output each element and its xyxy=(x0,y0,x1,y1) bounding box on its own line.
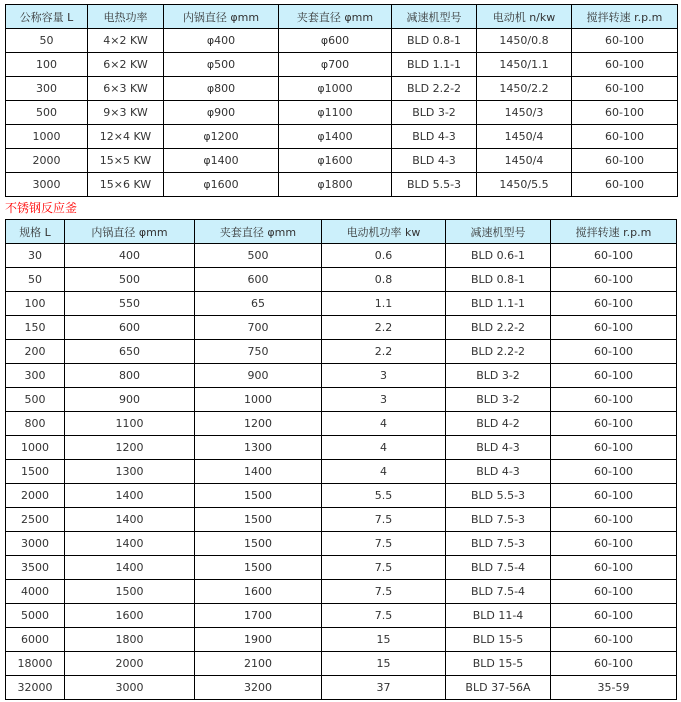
table-cell: 1900 xyxy=(195,628,322,652)
table-cell: 1400 xyxy=(65,484,195,508)
table-cell: 2000 xyxy=(6,149,88,173)
table-cell: 1200 xyxy=(195,412,322,436)
table-cell: BLD 4-2 xyxy=(446,412,551,436)
table-cell: 37 xyxy=(322,676,446,700)
table-cell: 60-100 xyxy=(551,340,677,364)
table-cell: BLD 1.1-1 xyxy=(392,53,477,77)
column-header: 搅拌转速 r.p.m xyxy=(551,220,677,244)
table-cell: 500 xyxy=(65,268,195,292)
table-cell: 1450/0.8 xyxy=(477,29,572,53)
table-cell: BLD 4-3 xyxy=(392,125,477,149)
table-cell: 1000 xyxy=(6,436,65,460)
table-cell: 3000 xyxy=(6,173,88,197)
table-cell: BLD 5.5-3 xyxy=(446,484,551,508)
table-cell: 32000 xyxy=(6,676,65,700)
column-header: 减速机型号 xyxy=(392,5,477,29)
table-cell: 60-100 xyxy=(551,364,677,388)
table-cell: 2000 xyxy=(65,652,195,676)
table-cell: 2.2 xyxy=(322,316,446,340)
table-cell: 1300 xyxy=(195,436,322,460)
table-cell: 1500 xyxy=(195,484,322,508)
column-header: 规格 L xyxy=(6,220,65,244)
table-cell: 1450/2.2 xyxy=(477,77,572,101)
table-cell: 1500 xyxy=(195,532,322,556)
reactor-spec-table xyxy=(5,219,677,700)
table-cell: 1500 xyxy=(6,460,65,484)
table-cell: φ600 xyxy=(279,29,392,53)
table-cell: 12×4 KW xyxy=(88,125,164,149)
table-cell: 4 xyxy=(322,460,446,484)
table-row xyxy=(6,101,678,125)
table-cell: BLD 7.5-3 xyxy=(446,532,551,556)
table-cell: 100 xyxy=(6,53,88,77)
table-cell: φ1800 xyxy=(279,173,392,197)
table-cell: 15×5 KW xyxy=(88,149,164,173)
table-cell: 50 xyxy=(6,29,88,53)
table-cell: 800 xyxy=(65,364,195,388)
section-caption: 不锈钢反应釜 xyxy=(5,201,78,215)
table-cell: 60-100 xyxy=(551,268,677,292)
header-row xyxy=(6,5,678,29)
table-cell: 60-100 xyxy=(551,484,677,508)
table-cell: 500 xyxy=(6,101,88,125)
table-cell: 1450/1.1 xyxy=(477,53,572,77)
table-cell: 35-59 xyxy=(551,676,677,700)
table-cell: 5000 xyxy=(6,604,65,628)
table-cell: 900 xyxy=(65,388,195,412)
table-cell: φ1100 xyxy=(279,101,392,125)
table-cell: 300 xyxy=(6,364,65,388)
table-cell: 7.5 xyxy=(322,556,446,580)
table-cell: 2100 xyxy=(195,652,322,676)
table-cell: 100 xyxy=(6,292,65,316)
table-cell: 60-100 xyxy=(572,53,678,77)
table-cell: 60-100 xyxy=(551,556,677,580)
column-header: 减速机型号 xyxy=(446,220,551,244)
table-row xyxy=(6,556,677,580)
table-cell: 600 xyxy=(65,316,195,340)
table-cell: 0.8 xyxy=(322,268,446,292)
table-cell: 2500 xyxy=(6,508,65,532)
table-cell: 150 xyxy=(6,316,65,340)
table-cell: BLD 11-4 xyxy=(446,604,551,628)
table-cell: 60-100 xyxy=(551,292,677,316)
table-cell: 60-100 xyxy=(572,29,678,53)
table-cell: 15×6 KW xyxy=(88,173,164,197)
table-row xyxy=(6,532,677,556)
table-cell: BLD 4-3 xyxy=(446,436,551,460)
table-cell: BLD 0.6-1 xyxy=(446,244,551,268)
table-row xyxy=(6,125,678,149)
table-cell: BLD 15-5 xyxy=(446,628,551,652)
table-cell: 3000 xyxy=(6,532,65,556)
table-cell: BLD 4-3 xyxy=(446,460,551,484)
table-cell: φ900 xyxy=(164,101,279,125)
table-cell: 800 xyxy=(6,412,65,436)
table-row xyxy=(6,388,677,412)
table-cell: 60-100 xyxy=(572,173,678,197)
table-cell: 200 xyxy=(6,340,65,364)
table-cell: 60-100 xyxy=(551,412,677,436)
table-row xyxy=(6,340,677,364)
table-cell: 1200 xyxy=(65,436,195,460)
table-cell: φ1000 xyxy=(279,77,392,101)
column-header: 公称容量 L xyxy=(6,5,88,29)
table-cell: 60-100 xyxy=(572,101,678,125)
table-cell: 60-100 xyxy=(551,532,677,556)
table-cell: 1000 xyxy=(195,388,322,412)
table-cell: 1450/4 xyxy=(477,125,572,149)
table-row xyxy=(6,604,677,628)
table-cell: 4000 xyxy=(6,580,65,604)
table-cell: BLD 2.2-2 xyxy=(392,77,477,101)
table-cell: φ500 xyxy=(164,53,279,77)
table-cell: 4×2 KW xyxy=(88,29,164,53)
table-cell: φ700 xyxy=(279,53,392,77)
table-cell: 7.5 xyxy=(322,604,446,628)
table-cell: 7.5 xyxy=(322,580,446,604)
table-cell: 5.5 xyxy=(322,484,446,508)
table-cell: BLD 7.5-3 xyxy=(446,508,551,532)
table-cell: 60-100 xyxy=(551,436,677,460)
table-cell: 60-100 xyxy=(551,508,677,532)
table-row xyxy=(6,508,677,532)
table-cell: 1300 xyxy=(65,460,195,484)
table-cell: 1400 xyxy=(65,508,195,532)
table-row xyxy=(6,316,677,340)
table-cell: 0.6 xyxy=(322,244,446,268)
table-cell: 60-100 xyxy=(551,244,677,268)
table-cell: 60-100 xyxy=(551,316,677,340)
table-row xyxy=(6,364,677,388)
table-cell: 650 xyxy=(65,340,195,364)
table-row xyxy=(6,628,677,652)
column-header: 电动机功率 kw xyxy=(322,220,446,244)
table-cell: 1450/3 xyxy=(477,101,572,125)
table-cell: 15 xyxy=(322,652,446,676)
table-cell: BLD 0.8-1 xyxy=(446,268,551,292)
table-cell: BLD 2.2-2 xyxy=(446,340,551,364)
table-cell: 500 xyxy=(195,244,322,268)
table-cell: 7.5 xyxy=(322,532,446,556)
table-cell: 3 xyxy=(322,388,446,412)
table-row xyxy=(6,676,677,700)
table-cell: 600 xyxy=(195,268,322,292)
table-row xyxy=(6,460,677,484)
table-cell: 18000 xyxy=(6,652,65,676)
table-cell: φ400 xyxy=(164,29,279,53)
table-cell: 4 xyxy=(322,436,446,460)
heater-spec-table xyxy=(5,4,678,197)
table-cell: BLD 4-3 xyxy=(392,149,477,173)
table-cell: 750 xyxy=(195,340,322,364)
table-row xyxy=(6,244,677,268)
table-cell: 15 xyxy=(322,628,446,652)
table-cell: 4 xyxy=(322,412,446,436)
column-header: 电热功率 xyxy=(88,5,164,29)
table-cell: 1500 xyxy=(65,580,195,604)
table-cell: 1700 xyxy=(195,604,322,628)
table-cell: 3 xyxy=(322,364,446,388)
table-cell: 1000 xyxy=(6,125,88,149)
table-cell: 900 xyxy=(195,364,322,388)
table-cell: φ1200 xyxy=(164,125,279,149)
table-cell: 1400 xyxy=(65,532,195,556)
table-cell: 2000 xyxy=(6,484,65,508)
table-cell: BLD 3-2 xyxy=(446,388,551,412)
table-cell: 300 xyxy=(6,77,88,101)
table-cell: BLD 7.5-4 xyxy=(446,556,551,580)
table-cell: 60-100 xyxy=(572,125,678,149)
table-cell: 60-100 xyxy=(551,628,677,652)
table-row xyxy=(6,580,677,604)
table-cell: 3500 xyxy=(6,556,65,580)
table-cell: 60-100 xyxy=(551,652,677,676)
table-row xyxy=(6,292,677,316)
table-cell: 1500 xyxy=(195,508,322,532)
column-header: 搅拌转速 r.p.m xyxy=(572,5,678,29)
table-cell: 1450/5.5 xyxy=(477,173,572,197)
table-cell: 9×3 KW xyxy=(88,101,164,125)
table-cell: BLD 37-56A xyxy=(446,676,551,700)
table-cell: 60-100 xyxy=(551,460,677,484)
table-cell: 65 xyxy=(195,292,322,316)
table-cell: 1450/4 xyxy=(477,149,572,173)
header-row xyxy=(6,220,677,244)
table-cell: BLD 3-2 xyxy=(446,364,551,388)
table-cell: 6000 xyxy=(6,628,65,652)
table-row xyxy=(6,412,677,436)
table-cell: 500 xyxy=(6,388,65,412)
table-row xyxy=(6,436,677,460)
table-row xyxy=(6,652,677,676)
table-cell: 50 xyxy=(6,268,65,292)
table-cell: BLD 2.2-2 xyxy=(446,316,551,340)
table-cell: φ1400 xyxy=(164,149,279,173)
table-cell: φ1600 xyxy=(164,173,279,197)
table-cell: φ1400 xyxy=(279,125,392,149)
table-cell: 6×3 KW xyxy=(88,77,164,101)
table-row xyxy=(6,77,678,101)
table-cell: 1100 xyxy=(65,412,195,436)
table-cell: 30 xyxy=(6,244,65,268)
table-cell: BLD 15-5 xyxy=(446,652,551,676)
table-cell: 3200 xyxy=(195,676,322,700)
table-cell: 1400 xyxy=(65,556,195,580)
table-row xyxy=(6,53,678,77)
table-cell: 1.1 xyxy=(322,292,446,316)
table-cell: 700 xyxy=(195,316,322,340)
table-cell: 60-100 xyxy=(572,149,678,173)
table-cell: BLD 0.8-1 xyxy=(392,29,477,53)
table-cell: 60-100 xyxy=(551,604,677,628)
table-cell: 1600 xyxy=(195,580,322,604)
table-cell: BLD 7.5-4 xyxy=(446,580,551,604)
table-cell: 60-100 xyxy=(551,580,677,604)
column-header: 夹套直径 φmm xyxy=(195,220,322,244)
table-cell: 7.5 xyxy=(322,508,446,532)
column-header: 夹套直径 φmm xyxy=(279,5,392,29)
table-cell: BLD 5.5-3 xyxy=(392,173,477,197)
table-row xyxy=(6,173,678,197)
table-cell: 1500 xyxy=(195,556,322,580)
column-header: 电动机 n/kw xyxy=(477,5,572,29)
column-header: 内锅直径 φmm xyxy=(65,220,195,244)
table-row xyxy=(6,484,677,508)
table-cell: BLD 3-2 xyxy=(392,101,477,125)
table-row xyxy=(6,268,677,292)
table-cell: 6×2 KW xyxy=(88,53,164,77)
table-cell: 1800 xyxy=(65,628,195,652)
column-header: 内锅直径 φmm xyxy=(164,5,279,29)
table-cell: φ800 xyxy=(164,77,279,101)
table-cell: 60-100 xyxy=(551,388,677,412)
table-cell: 400 xyxy=(65,244,195,268)
table-row xyxy=(6,29,678,53)
table-cell: φ1600 xyxy=(279,149,392,173)
table-cell: BLD 1.1-1 xyxy=(446,292,551,316)
table-cell: 2.2 xyxy=(322,340,446,364)
table-cell: 60-100 xyxy=(572,77,678,101)
table-cell: 550 xyxy=(65,292,195,316)
table-row xyxy=(6,149,678,173)
table-cell: 3000 xyxy=(65,676,195,700)
table-cell: 1600 xyxy=(65,604,195,628)
table-cell: 1400 xyxy=(195,460,322,484)
